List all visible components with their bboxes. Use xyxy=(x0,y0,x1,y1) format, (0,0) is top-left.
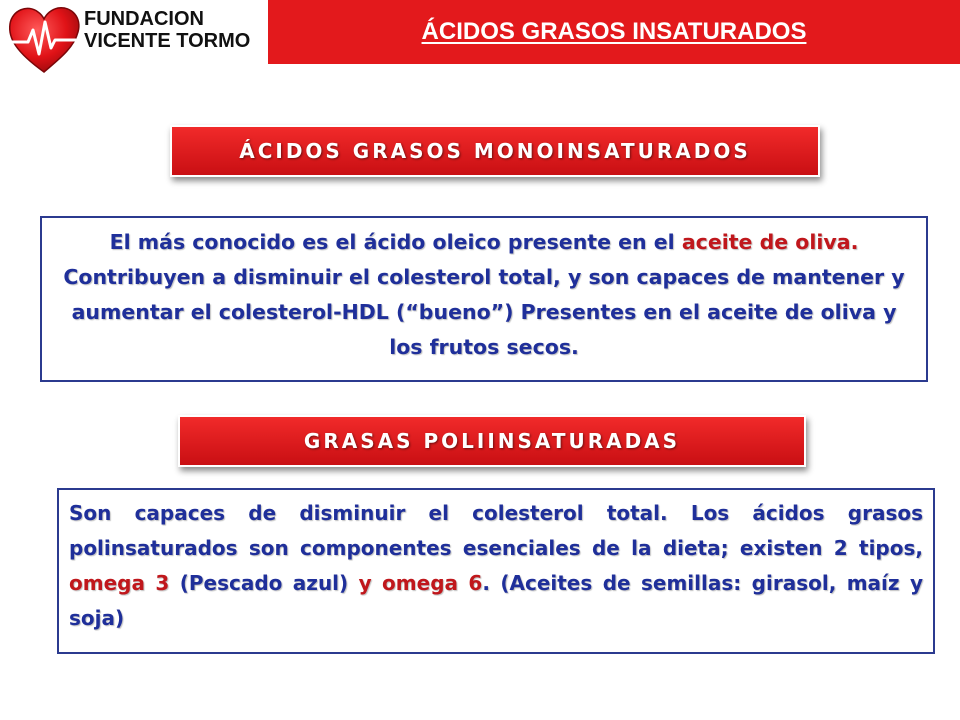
polyunsaturated-text-box xyxy=(57,488,935,654)
omega3-highlight: omega 3 xyxy=(69,571,170,595)
heart-pulse-icon xyxy=(6,4,82,76)
monounsaturated-heading-text: ÁCIDOS GRASOS MONOINSATURADOS xyxy=(239,139,751,163)
monounsaturated-text-2: Contribuyen a disminuir el colesterol total, y son capaces de mantener y aumentar el colesterol-HDL (“bueno”) Presentes en el aceite de oliva y los frutos secos. xyxy=(63,265,905,359)
omega6-highlight: y omega 6 xyxy=(358,571,483,595)
polyunsaturated-heading xyxy=(178,415,806,467)
header-banner xyxy=(268,0,960,64)
polyunsaturated-heading-text: GRASAS POLIINSATURADAS xyxy=(303,429,681,453)
logo-line-1: FUNDACION xyxy=(84,8,204,30)
logo-text xyxy=(84,8,250,52)
foundation-logo xyxy=(4,2,266,76)
polyunsaturated-text-1: Son capaces de disminuir el colesterol total. Los ácidos grasos polinsaturados son componentes esenciales de la dieta; existen 2 tipos, xyxy=(69,501,923,560)
polyunsaturated-text-2: (Pescado azul) xyxy=(169,571,359,595)
olive-oil-highlight: aceite de oliva. xyxy=(681,230,859,254)
page-title: ÁCIDOS GRASOS INSATURADOS xyxy=(421,18,807,45)
monounsaturated-heading xyxy=(170,125,820,177)
polyunsaturated-text-3: . (Aceites de semillas: girasol, maíz y soja) xyxy=(69,571,924,630)
logo-line-2: VICENTE TORMO xyxy=(84,30,251,52)
monounsaturated-text-1: El más conocido es el ácido oleico presente en el xyxy=(109,230,682,254)
monounsaturated-text-box xyxy=(40,216,928,382)
